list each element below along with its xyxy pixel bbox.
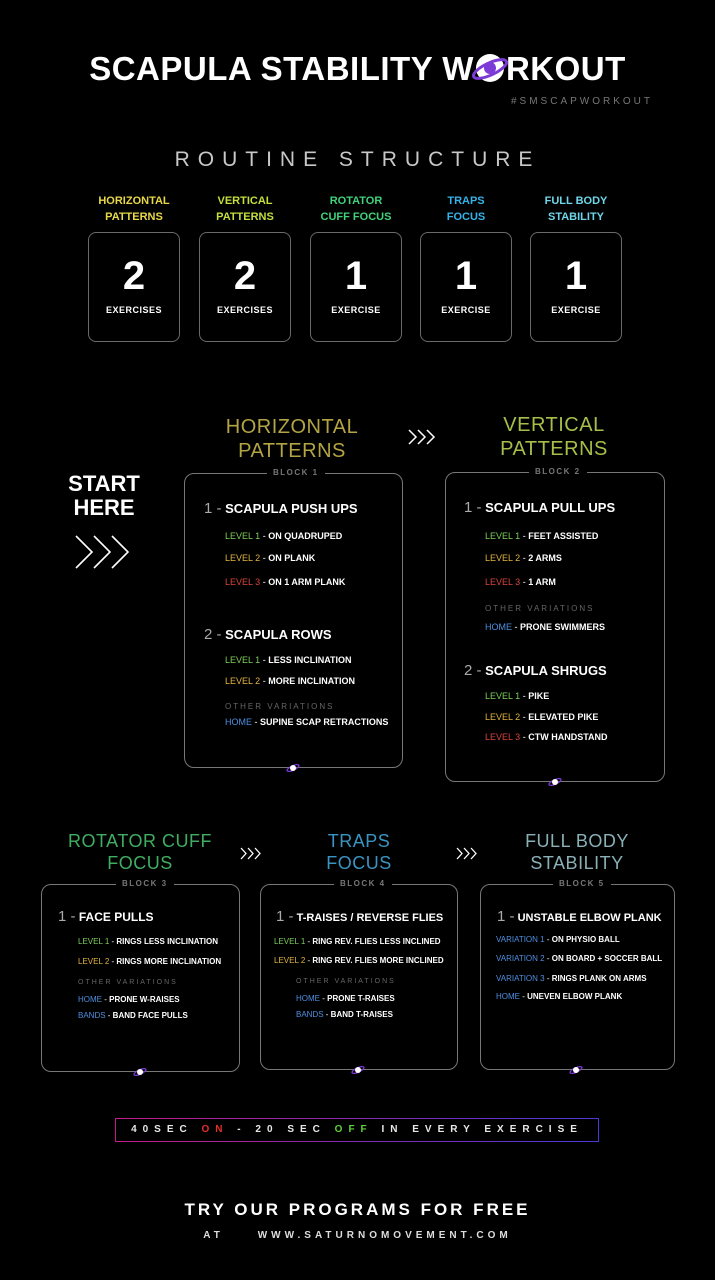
category-label: TRAPS FOCUS	[446, 195, 486, 223]
list-item: VARIATION 3 - RINGS PLANK ON ARMS	[496, 974, 647, 983]
exercise-unit: EXERCISES	[216, 305, 274, 315]
list-item: VARIATION 2 - ON BOARD + SOCCER BALL	[496, 954, 663, 963]
exercise-count-card	[530, 232, 622, 342]
saturn-logo-icon	[548, 775, 562, 789]
block4-heading: TRAPS FOCUS	[326, 831, 392, 873]
exercise-title: 1 - FACE PULLS	[58, 908, 154, 925]
other-variations-label: OTHER VARIATIONS	[296, 978, 396, 985]
saturn-logo-icon	[569, 1063, 583, 1077]
exercise-unit: EXERCISES	[105, 305, 163, 315]
list-item: BANDS - BAND FACE PULLS	[78, 1011, 188, 1020]
block-5-label: BLOCK 5	[553, 879, 611, 888]
saturn-logo-icon	[133, 1065, 147, 1079]
exercise-count-card	[199, 232, 291, 342]
list-item: LEVEL 2 - RING REV. FLIES MORE INCLINED	[274, 956, 444, 965]
start-line-2: HERE	[73, 495, 135, 520]
block3-heading: ROTATOR CUFF FOCUS	[68, 831, 212, 873]
triple-chevron-icon	[408, 429, 438, 445]
list-item: LEVEL 3 - 1 ARM	[485, 577, 556, 587]
block-4-label: BLOCK 4	[334, 879, 392, 888]
list-item: HOME - PRONE W-RAISES	[78, 995, 180, 1004]
list-item: LEVEL 1 - RINGS LESS INCLINATION	[78, 937, 219, 946]
block-3-label: BLOCK 3	[116, 879, 174, 888]
block2-heading: VERTICAL PATTERNS	[500, 414, 608, 460]
exercise-count: 1	[564, 254, 588, 298]
cta-heading: TRY OUR PROGRAMS FOR FREE	[184, 1200, 531, 1219]
list-item: LEVEL 1 - ON QUADRUPED	[225, 531, 343, 541]
exercise-count-card	[420, 232, 512, 342]
title-part-2: RKOUT	[505, 50, 626, 87]
list-item: HOME - PRONE T-RAISES	[296, 994, 395, 1003]
category-label: VERTICAL PATTERNS	[216, 195, 274, 223]
exercise-count-card	[310, 232, 402, 342]
exercise-count: 1	[454, 254, 478, 298]
title-part-1: SCAPULA STABILITY W	[89, 50, 474, 87]
block-2-label: BLOCK 2	[529, 467, 587, 476]
other-variations-label: OTHER VARIATIONS	[78, 979, 178, 986]
other-variations-label: OTHER VARIATIONS	[225, 702, 335, 711]
list-item: LEVEL 1 - FEET ASSISTED	[485, 531, 599, 541]
exercise-title: 1 - UNSTABLE ELBOW PLANK	[497, 908, 662, 925]
exercise-unit: EXERCISE	[441, 305, 491, 315]
list-item: HOME - UNEVEN ELBOW PLANK	[496, 992, 623, 1001]
list-item: LEVEL 1 - LESS INCLINATION	[225, 655, 352, 665]
start-here	[62, 472, 146, 520]
list-item: LEVEL 3 - CTW HANDSTAND	[485, 732, 608, 742]
list-item: HOME - SUPINE SCAP RETRACTIONS	[225, 717, 389, 727]
saturn-logo-icon	[286, 761, 300, 775]
block5-heading: FULL BODY STABILITY	[525, 831, 629, 873]
exercise-count: 2	[233, 254, 257, 298]
list-item: LEVEL 2 - RINGS MORE INCLINATION	[78, 957, 222, 966]
block-1-label: BLOCK 1	[267, 468, 325, 477]
exercise-count-card	[88, 232, 180, 342]
exercise-unit: EXERCISE	[331, 305, 381, 315]
list-item: LEVEL 2 - 2 ARMS	[485, 553, 562, 563]
saturn-logo-icon	[351, 1063, 365, 1077]
start-line-1: START	[68, 471, 140, 496]
list-item: LEVEL 2 - ELEVATED PIKE	[485, 712, 599, 722]
saturn-logo-icon	[476, 54, 504, 82]
list-item: LEVEL 3 - ON 1 ARM PLANK	[225, 577, 346, 587]
routine-heading: ROUTINE STRUCTURE	[174, 148, 541, 171]
exercise-title: 2 - SCAPULA ROWS	[204, 626, 332, 643]
category-label: HORIZONTAL PATTERNS	[98, 195, 170, 223]
list-item: LEVEL 2 - ON PLANK	[225, 553, 316, 563]
timing-bar: 40SEC ON - 20 SEC OFF IN EVERY EXERCISE	[115, 1118, 599, 1142]
exercise-title: 1 - T-RAISES / REVERSE FLIES	[276, 908, 444, 925]
exercise-title: 1 - SCAPULA PUSH UPS	[204, 500, 358, 517]
exercise-unit: EXERCISE	[551, 305, 601, 315]
category-label: ROTATOR CUFF FOCUS	[320, 195, 392, 223]
triple-chevron-icon	[74, 534, 138, 570]
exercise-count: 1	[344, 254, 368, 298]
list-item: LEVEL 1 - RING REV. FLIES LESS INCLINED	[274, 937, 441, 946]
list-item: LEVEL 2 - MORE INCLINATION	[225, 676, 356, 686]
list-item: VARIATION 1 - ON PHYSIO BALL	[496, 935, 620, 944]
list-item: BANDS - BAND T-RAISES	[296, 1010, 393, 1019]
website-link[interactable]: WWW.SATURNOMOVEMENT.COM	[257, 1230, 512, 1241]
list-item: HOME - PRONE SWIMMERS	[485, 622, 606, 632]
website-line: AT WWW.SATURNOMOVEMENT.COM	[203, 1230, 512, 1241]
exercise-title: 1 - SCAPULA PULL UPS	[464, 499, 616, 516]
hashtag: #SMSCAPWORKOUT	[510, 96, 653, 107]
exercise-count: 2	[122, 254, 146, 298]
other-variations-label: OTHER VARIATIONS	[485, 604, 595, 613]
exercise-title: 2 - SCAPULA SHRUGS	[464, 662, 607, 679]
list-item: LEVEL 1 - PIKE	[485, 691, 550, 701]
category-label: FULL BODY STABILITY	[544, 195, 608, 223]
page-title	[0, 50, 715, 88]
block1-heading: HORIZONTAL PATTERNS	[225, 416, 359, 462]
